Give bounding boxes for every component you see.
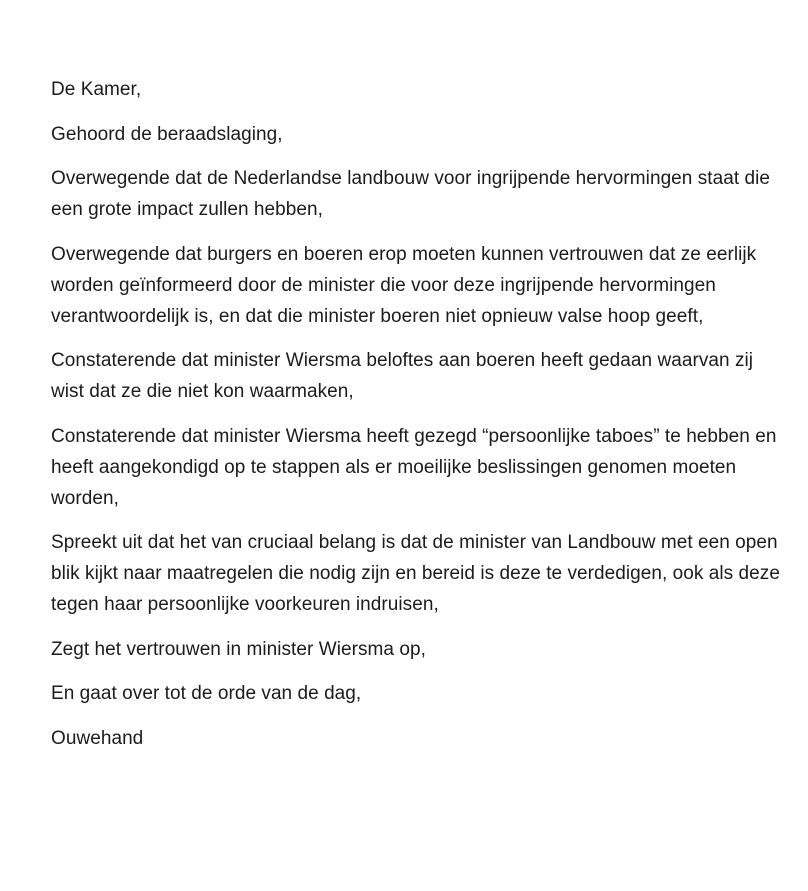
considering-paragraph-1: Overwegende dat de Nederlandse landbouw voor ingrijpende hervormingen staat die een grote impact zullen hebben, <box>51 168 771 220</box>
finding-paragraph-2: Constaterende dat minister Wiersma heeft gezegd “persoonlijke taboes” te hebben en heeft aangekondigd op te stappen als er moeilijke beslissingen genomen moeten worden, <box>51 425 777 509</box>
considering-paragraph-2: Overwegende dat burgers en boeren erop moeten kunnen vertrouwen dat ze eerlijk worden geïnformeerd door de minister die voor deze ingrijpende hervormingen verantwoordelijk is, en dat die minister boeren niet opnieuw valse hoop geeft, <box>51 243 757 327</box>
finding-paragraph-1: Constaterende dat minister Wiersma beloftes aan boeren heeft gedaan waarvan zij wist dat ze die niet kon waarmaken, <box>51 350 754 402</box>
no-confidence-line: Zegt het vertrouwen in minister Wiersma op, <box>51 638 426 660</box>
motion-document <box>51 74 786 754</box>
closing-line: En gaat over tot de orde van de dag, <box>51 683 362 704</box>
declaration-paragraph: Spreekt uit dat het van cruciaal belang is dat de minister van Landbouw met een open blik kijkt naar maatregelen die nodig zijn en bereid is deze te verdedigen, ook als deze tegen haar persoonlijke voorkeuren indruisen, <box>51 532 780 615</box>
heard-deliberation-line: Gehoord de beraadslaging, <box>51 123 283 145</box>
addressee-line: De Kamer, <box>51 79 142 100</box>
signatory-name: Ouwehand <box>51 727 144 749</box>
